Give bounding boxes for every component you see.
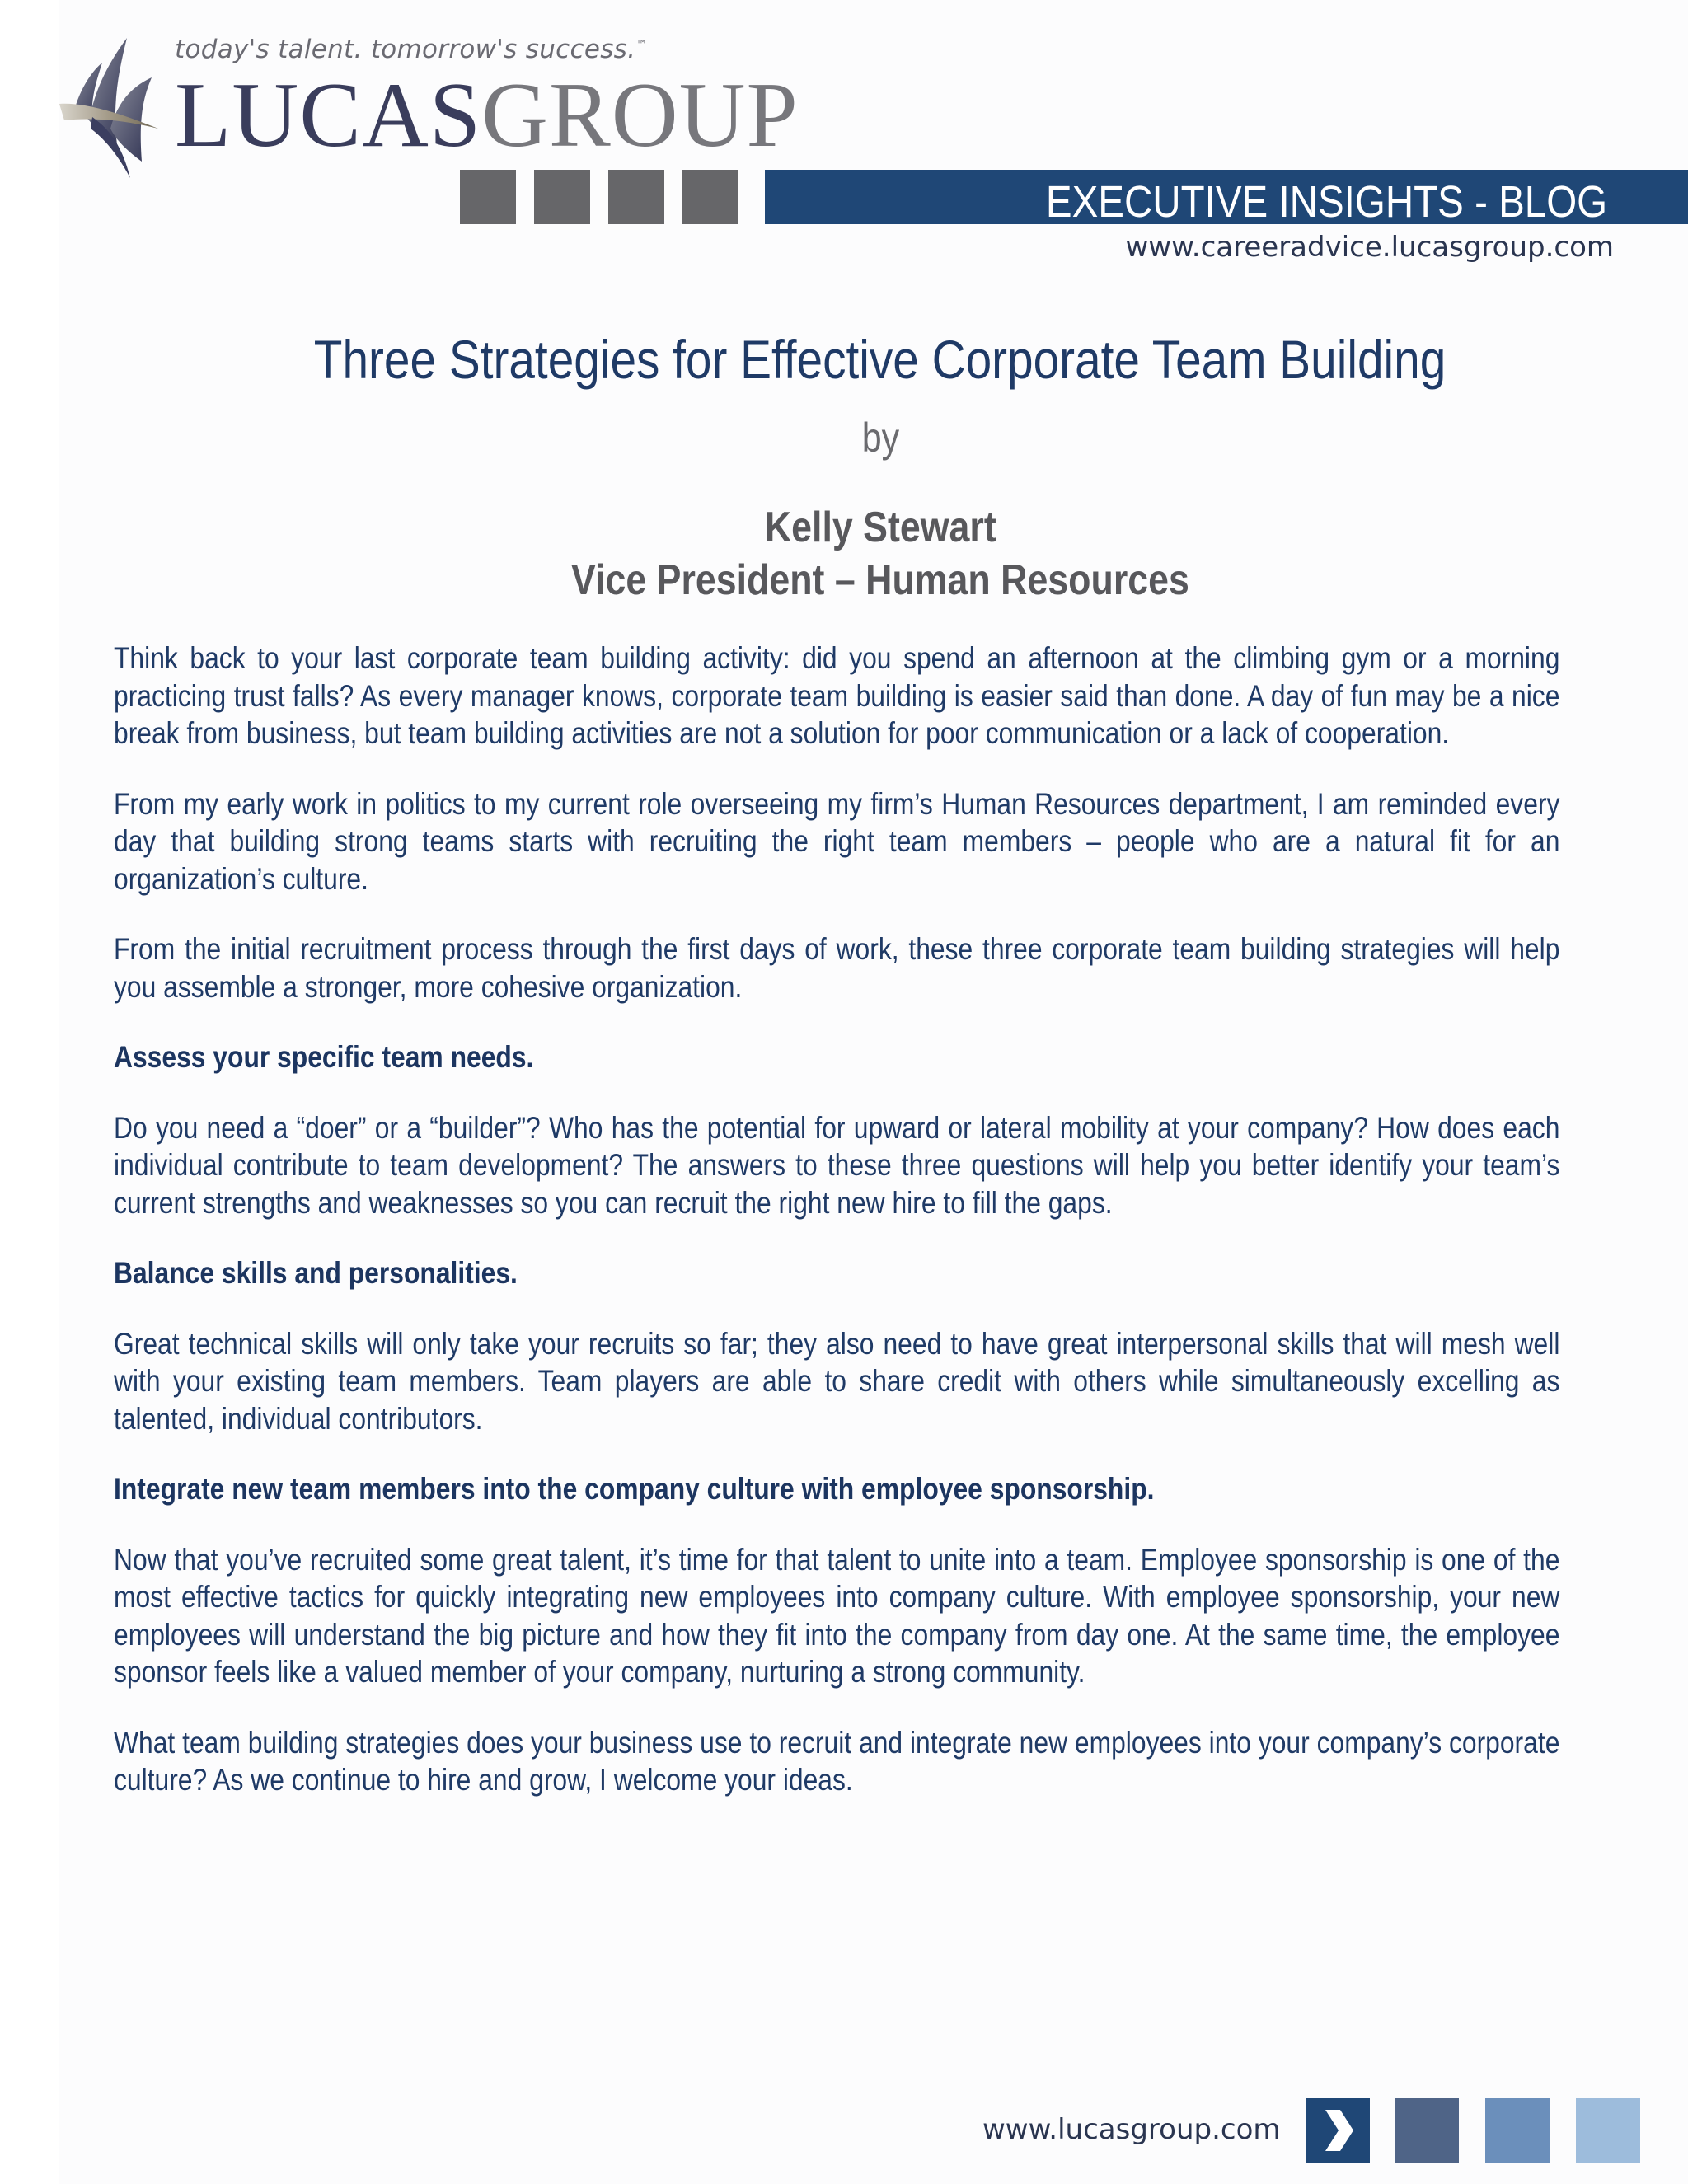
logo-wordmark [175, 64, 799, 166]
gray-square [534, 170, 590, 224]
author-role: Vice President – Human Resources [571, 556, 1189, 604]
byline-by: by [861, 415, 899, 461]
paragraph: Think back to your last corporate team building activity: did you spend an afternoon at the climbing gym or a morning practicing trust falls? As every manager knows, corporate team building is easier said than done. A day of fun may be a nice break from business, but team building activities are not a solution for poor communication or a lack of cooperation. [114, 641, 1560, 750]
paragraph: From the initial recruitment process through the first days of work, these three corporate team building strategies will help you assemble a stronger, more cohesive organization. [114, 932, 1560, 1004]
paragraph: Now that you’ve recruited some great talent, it’s time for that talent to unite into a team. Employee sponsorship is one of the most effective tactics for quickly integrating new employees into company culture. With employee sponsorship, your new employees will understand the big picture and how they fit into the company from day one. At the same time, the employee sponsor feels like a valued member of your company, nurturing a strong community. [114, 1542, 1560, 1689]
logo-word-lucas: LUCAS [175, 64, 482, 166]
section-heading: Integrate new team members into the company culture with employee sponsorship. [114, 1472, 1155, 1506]
gray-square [682, 170, 738, 224]
paragraph: From my early work in politics to my current role overseeing my firm’s Human Resources department, I am reminded every day that building strong teams starts with recruiting the right team members – people who are a natural fit for an organization’s culture. [114, 786, 1560, 896]
gray-square [460, 170, 516, 224]
paragraph: Great technical skills will only take your recruits so far; they also need to have great interpersonal skills that will mesh well with your existing team members. Team players are able to share credit with others while simultaneously excelling as talented, individual contributors. [114, 1326, 1560, 1436]
chevron-right-icon [1306, 2098, 1370, 2163]
logo-mark-icon [59, 38, 158, 178]
article-body [114, 640, 1559, 1832]
paragraph: What team building strategies does your business use to recruit and integrate new employees into your company’s corporate culture? As we continue to hire and grow, I welcome your ideas. [114, 1725, 1560, 1797]
career-advice-link[interactable]: www.careeradvice.lucasgroup.com [1125, 231, 1614, 264]
section-heading: Assess your specific team needs. [114, 1040, 534, 1074]
logo-word-group: GROUP [481, 64, 799, 166]
decorative-squares [460, 170, 738, 224]
blog-banner: EXECUTIVE INSIGHTS - BLOG [765, 170, 1688, 224]
lucas-group-logo[interactable] [59, 33, 799, 181]
gray-square [608, 170, 664, 224]
footer-square [1395, 2098, 1459, 2163]
paragraph: Do you need a “doer” or a “builder”? Who has the potential for upward or lateral mobility at your company? How does each individual contribute to team development? The answers to these three questions will help you better identify your team’s current strengths and weaknesses so you can recruit the right new hire to fill the gaps. [114, 1110, 1560, 1220]
article-title: Three Strategies for Effective Corporate Team Building [314, 329, 1447, 390]
section-heading: Balance skills and personalities. [114, 1256, 518, 1290]
lucasgroup-link[interactable]: www.lucasgroup.com [982, 2113, 1281, 2146]
footer-square [1485, 2098, 1550, 2163]
footer-square [1576, 2098, 1640, 2163]
next-arrow-button[interactable] [1306, 2098, 1370, 2163]
author-name: Kelly Stewart [764, 504, 996, 551]
logo-tagline: today's talent. tomorrow's success.™ [175, 35, 648, 64]
